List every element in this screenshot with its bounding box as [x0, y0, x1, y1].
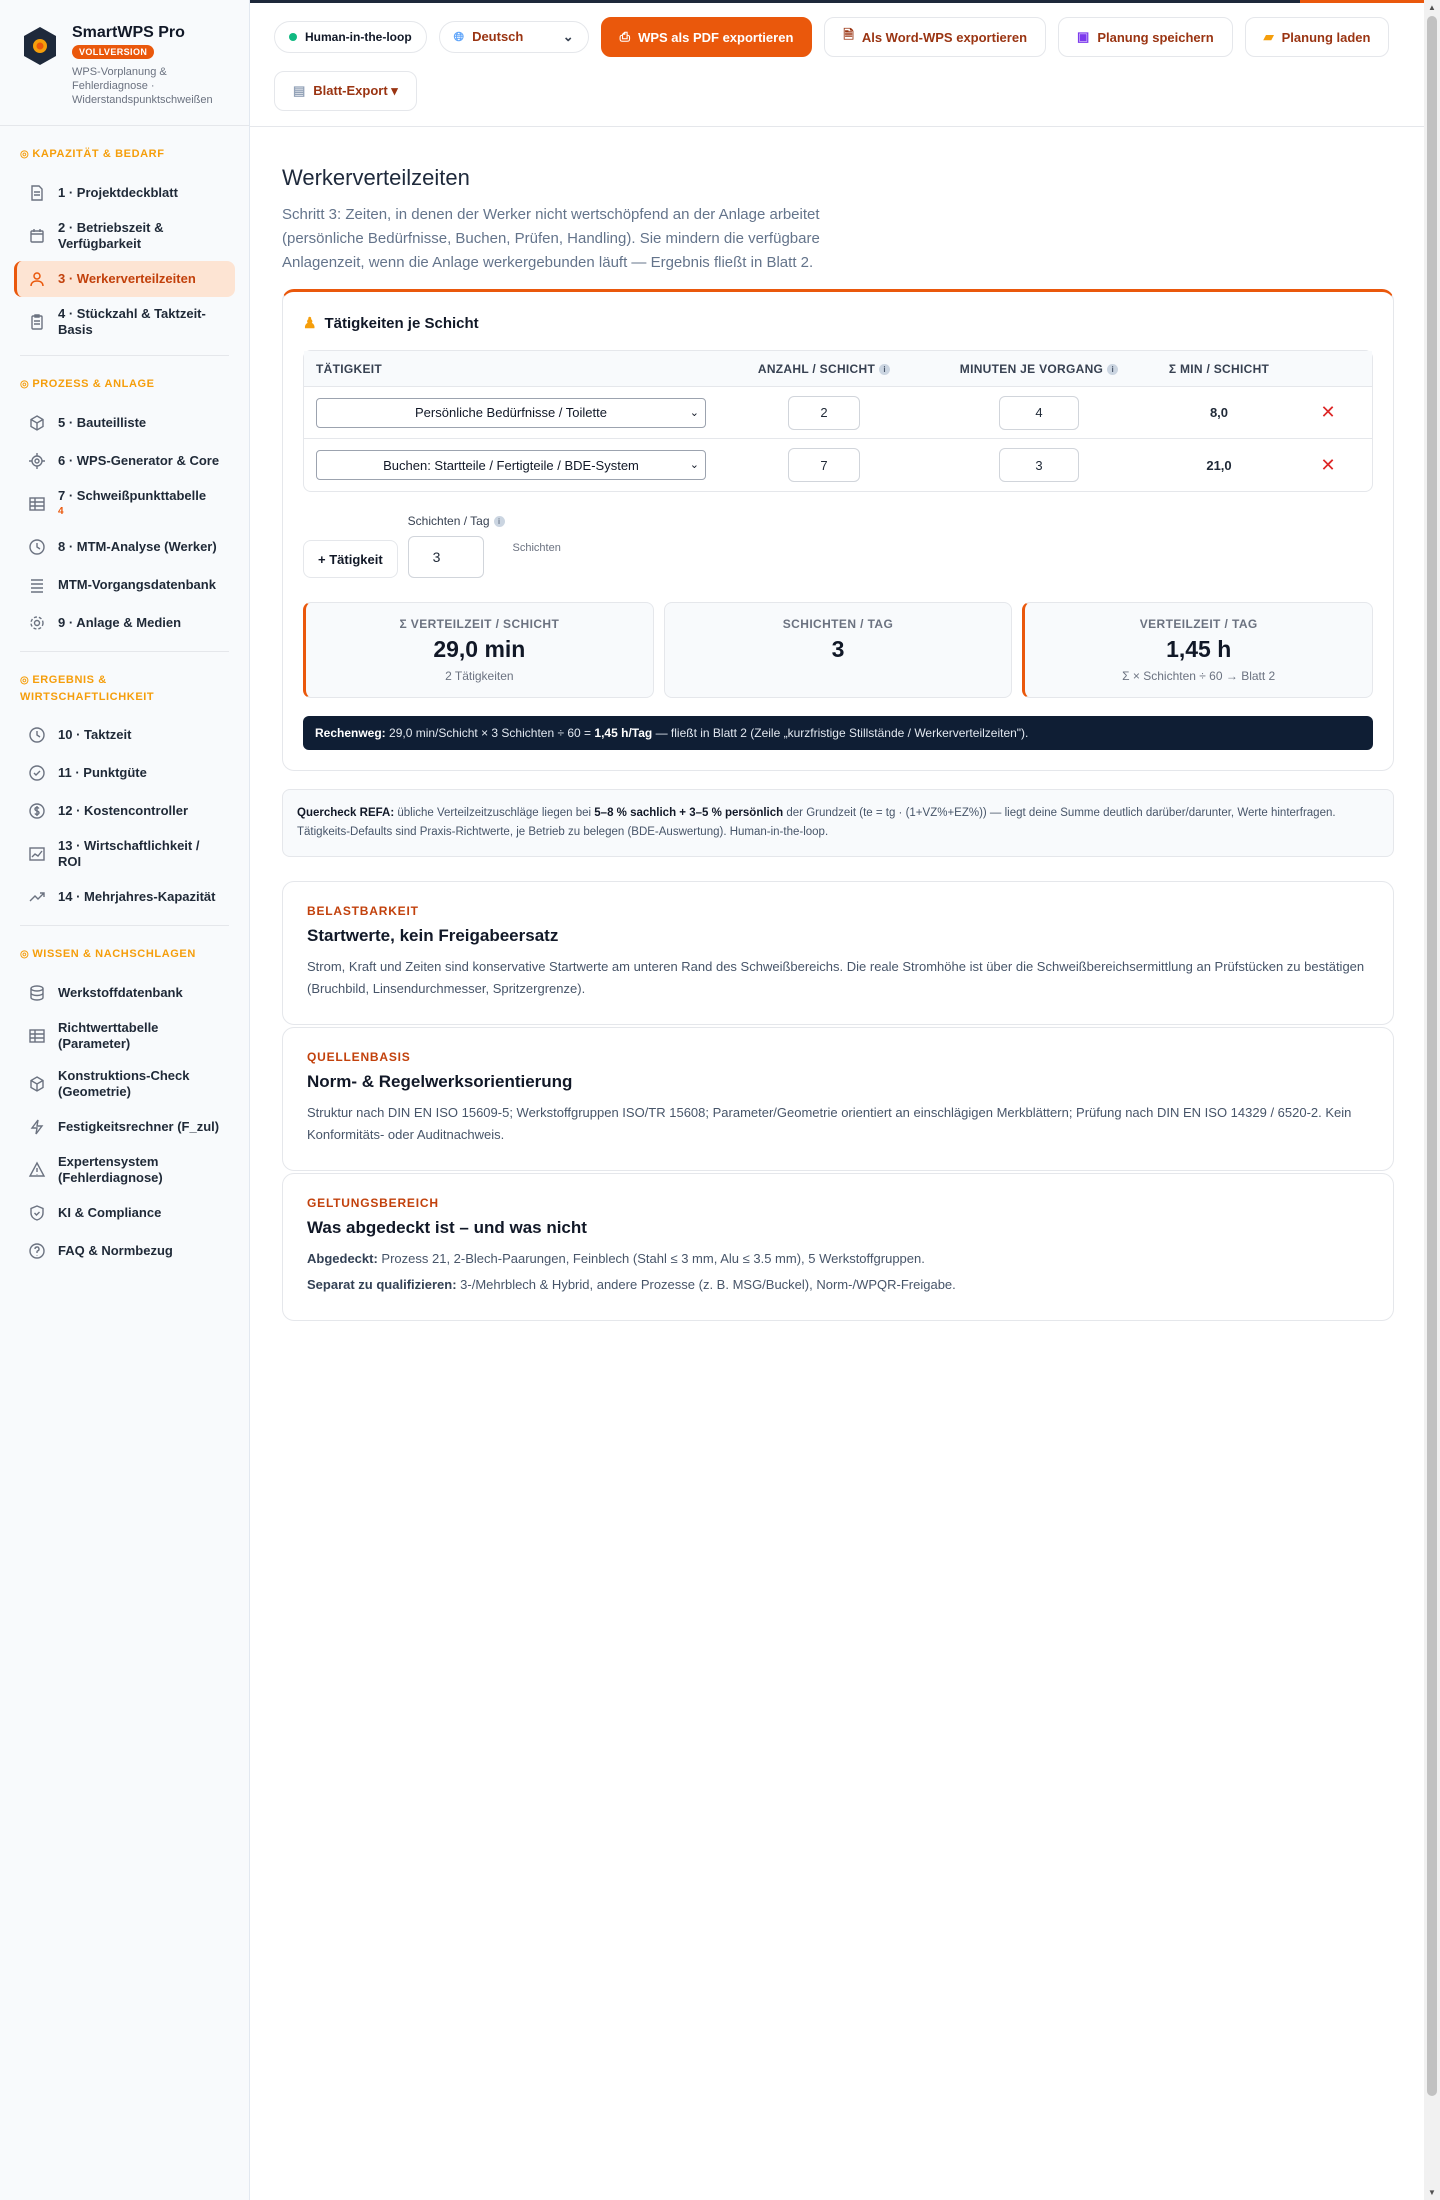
nav-section-title: ◎ KAPAZITÄT & BEDARF [20, 148, 165, 160]
document-icon: ▤ [293, 83, 306, 98]
sidebar-item-schweisspunkttabelle[interactable]: 7 · Schweißpunkttabelle 4 [14, 481, 235, 527]
minutes-input[interactable]: 3 [999, 448, 1079, 482]
chart-icon [28, 845, 46, 863]
sidebar-item-kostencontroller[interactable]: 12 · Kostencontroller [14, 793, 235, 829]
nav-section-capacity [0, 126, 249, 356]
document-icon [28, 184, 46, 202]
language-select[interactable]: 🌐︎ Deutsch ⌄ [439, 21, 589, 53]
count-input[interactable]: 7 [788, 448, 860, 482]
sidebar-item-werkstoffdb[interactable]: Werkstoffdatenbank [14, 975, 235, 1011]
activity-select[interactable]: Persönliche Bedürfnisse / Toilette ⌄ [316, 398, 706, 428]
sidebar-item-werkerverteilzeiten[interactable]: 3 · Werkerverteilzeiten [14, 261, 235, 297]
sidebar-item-mehrjahres[interactable]: 14 · Mehrjahres-Kapazität [14, 879, 235, 915]
sidebar-item-stueckzahl[interactable]: 4 · Stückzahl & Taktzeit-Basis [14, 299, 235, 345]
delete-row-icon[interactable]: ✕ [1320, 454, 1336, 475]
check-circle-icon [28, 764, 46, 782]
calendar-icon [28, 227, 46, 245]
chevron-down-icon: ⌄ [562, 29, 574, 44]
metric-label: VERTEILZEIT / TAG [1139, 617, 1258, 631]
sun-icon: ◎ [20, 379, 30, 390]
trend-icon [28, 888, 46, 906]
sidebar-item-taktzeit[interactable]: 10 · Taktzeit [14, 717, 235, 753]
column-header-count: ANZAHL / SCHICHT i [724, 362, 924, 376]
app-subtitle: WPS-Vorplanung & Fehlerdiagnose · Widerstandspunktschweißen [72, 66, 213, 106]
floppy-disk-icon: ▣ [1077, 29, 1090, 44]
sidebar-item-ki-compliance[interactable]: KI & Compliance [14, 1195, 235, 1231]
info-card-tag: BELASTBARKEIT [307, 904, 419, 918]
count-input[interactable]: 2 [788, 396, 860, 430]
sun-icon: ◎ [20, 949, 30, 960]
metric-label: SCHICHTEN / TAG [782, 617, 894, 631]
nav-section-result [0, 652, 249, 926]
shifts-label: Schichten / Tag i [408, 514, 505, 528]
info-card-title: Was abgedeckt ist – und was nicht [307, 1218, 587, 1237]
column-header-activity: TÄTIGKEIT [316, 361, 383, 376]
vertical-scrollbar[interactable] [1424, 0, 1440, 2200]
list-icon [28, 576, 46, 594]
chevron-down-icon: ⌄ [689, 406, 699, 419]
table-icon [28, 1027, 46, 1045]
load-plan-button[interactable]: ▰ Planung laden [1245, 17, 1390, 57]
folder-icon: ▰ [1263, 29, 1274, 44]
table-row [304, 439, 1372, 491]
nav-section-title: ◎ WISSEN & NACHSCHLAGEN [20, 948, 196, 960]
column-header-minutes: MINUTEN JE VORGANG i [924, 362, 1154, 376]
info-card-belastbarkeit [282, 881, 1394, 1025]
nav-section-title: ◎ PROZESS & ANLAGE [20, 378, 155, 390]
help-icon [28, 1242, 46, 1260]
info-card-tag: GELTUNGSBEREICH [307, 1196, 439, 1210]
superscript-badge: 4 [58, 506, 64, 517]
chip-icon [28, 452, 46, 470]
hitl-status-pill: Human-in-the-loop [274, 21, 427, 53]
activities-heading: ♟ Tätigkeiten je Schicht [303, 314, 479, 332]
nav-section-title: ◎ ERGEBNIS & WIRTSCHAFTLICHKEIT [20, 674, 155, 703]
sidebar-item-expertensystem[interactable]: Expertensystem (Fehlerdiagnose) [14, 1147, 235, 1193]
scroll-down-icon[interactable]: ▼ [1428, 2188, 1436, 2197]
sidebar-item-mtm-db[interactable]: MTM-Vorgangsdatenbank [14, 567, 235, 603]
sidebar-item-richtwerttabelle[interactable]: Richtwerttabelle (Parameter) [14, 1013, 235, 1059]
bolt-icon [28, 1118, 46, 1136]
page-description: Schritt 3: Zeiten, in denen der Werker nicht wertschöpfend an der Anlage arbeitet (persönliche Bedürfnisse, Buchen, Prüfen, Handling). Sie mindern die verfügbare Anlagenzeit, wenn die Anlage werkergebunden läuft — Ergebnis fließt in Blatt 2. [282, 206, 820, 271]
info-card-tag: QUELLENBASIS [307, 1050, 411, 1064]
info-card-title: Norm- & Regelwerksorientierung [307, 1072, 573, 1091]
sun-icon: ◎ [20, 149, 30, 160]
warning-icon [28, 1161, 46, 1179]
chevron-down-icon: ⌄ [689, 459, 699, 471]
export-pdf-button[interactable]: ⎙ WPS als PDF exportieren [601, 17, 813, 57]
metric-value: 3 [831, 636, 845, 662]
metrics-row [303, 602, 1373, 698]
sidebar-item-bauteilliste[interactable]: 5 · Bauteilliste [14, 405, 235, 441]
metric-sub: 2 Tätigkeiten [445, 669, 514, 683]
clipboard-icon [28, 313, 46, 331]
info-icon[interactable]: i [1107, 364, 1118, 375]
activities-table [303, 350, 1373, 492]
cube-icon [28, 414, 46, 432]
row-total: 8,0 [1209, 405, 1229, 420]
info-icon[interactable]: i [494, 516, 505, 527]
metric-value: 1,45 h [1166, 636, 1232, 662]
version-badge: VOLLVERSION [72, 45, 154, 59]
info-card-covered: Abgedeckt: Prozess 21, 2-Blech-Paarungen, Feinblech (Stahl ≤ 3 mm, Alu ≤ 3.5 mm), 5 Werkstoffgruppen. [307, 1251, 925, 1266]
sidebar [0, 0, 250, 2200]
delete-row-icon[interactable]: ✕ [1320, 402, 1336, 422]
clock-icon [28, 538, 46, 556]
info-card-title: Startwerte, kein Freigabeersatz [307, 926, 559, 945]
coin-icon [28, 802, 46, 820]
top-toolbar [250, 3, 1440, 127]
sidebar-item-betriebszeit[interactable]: 2 · Betriebszeit & Verfügbarkeit [14, 213, 235, 259]
status-dot [289, 33, 297, 41]
metric-value: 29,0 min [433, 636, 526, 662]
metric-card [303, 602, 654, 698]
sidebar-item-punktguete[interactable]: 11 · Punktgüte [14, 755, 235, 791]
sidebar-item-faq[interactable]: FAQ & Normbezug [14, 1233, 235, 1269]
cube-icon [28, 1075, 46, 1093]
person-icon: ♟ [303, 315, 317, 332]
clock-icon [28, 726, 46, 744]
page-title: Werkerverteilzeiten [282, 165, 470, 190]
table-icon [28, 495, 46, 513]
table-row [304, 387, 1372, 439]
activities-card [282, 289, 1394, 771]
sidebar-item-roi[interactable]: 13 · Wirtschaftlichkeit / ROI [14, 831, 235, 877]
logo-hexagon-icon [22, 26, 58, 66]
shield-icon [28, 1204, 46, 1222]
sidebar-item-konstruktions-check[interactable]: Konstruktions-Check (Geometrie) [14, 1061, 235, 1107]
sidebar-item-mtm-analyse[interactable]: 8 · MTM-Analyse (Werker) [14, 529, 235, 565]
sheet-export-dropdown[interactable]: ▤ Blatt-Export ▾ [274, 71, 417, 111]
info-card-quellenbasis [282, 1027, 1394, 1171]
nav-section-knowledge [0, 926, 249, 1269]
save-plan-button[interactable]: ▣ Planung speichern [1058, 17, 1233, 57]
document-icon: 🗎︎ [843, 27, 854, 42]
sidebar-item-festigkeitsrechner[interactable]: Festigkeitsrechner (F_zul) [14, 1109, 235, 1145]
refa-crosscheck-note: Quercheck REFA: übliche Verteilzeitzuschläge liegen bei 5–8 % sachlich + 3–5 % persönlich der Grundzeit (te = tg · (1+VZ%+EZ%)) — liegt deine Summe deutlich darüber/darunter, Werte hinterfragen. Tätigkeits-Defaults sind Praxis-Richtwerte, je Betrieb zu belegen (BDE-Auswertung). Human-in-the-loop. [282, 789, 1394, 857]
scrollbar-thumb[interactable] [1427, 16, 1437, 2096]
metric-card [1022, 602, 1373, 698]
info-card-text: Struktur nach DIN EN ISO 15609-5; Werkstoffgruppen ISO/TR 15608; Parameter/Geometrie orientiert an einschlägigen Merkblättern; Prüfung nach DIN EN ISO 14329 / 6520-2. Kein Konformitäts- oder Auditnachweis. [307, 1105, 1352, 1142]
activity-select[interactable]: Buchen: Startteile / Fertigteile / BDE-System ⌄ [316, 450, 706, 480]
sun-icon: ◎ [20, 675, 30, 686]
info-card-geltungsbereich [282, 1173, 1394, 1321]
scroll-up-icon[interactable]: ▲ [1428, 3, 1436, 12]
metric-card [664, 602, 1013, 698]
column-header-total: Σ MIN / SCHICHT [1168, 361, 1270, 376]
shifts-unit: Schichten [512, 542, 561, 554]
info-card-separate: Separat zu qualifizieren: 3-/Mehrblech & Hybrid, andere Prozesse (z. B. MSG/Buckel), Norm-/WPQR-Freigabe. [307, 1277, 956, 1292]
user-icon [28, 270, 46, 288]
calculation-bar: Rechenweg: 29,0 min/Schicht × 3 Schichten ÷ 60 = 1,45 h/Tag — fließt in Blatt 2 (Zeile „kurzfristige Stillstände / Werkerverteilzeiten"). [303, 716, 1373, 750]
metric-sub: Σ × Schichten ÷ 60 → Blatt 2 [1122, 669, 1276, 683]
export-word-button[interactable]: 🗎︎ Als Word-WPS exportieren [824, 17, 1046, 57]
shift-controls [303, 514, 1373, 578]
row-total: 21,0 [1206, 457, 1232, 473]
add-activity-button[interactable]: + Tätigkeit [303, 540, 398, 578]
printer-icon: ⎙ [619, 29, 631, 44]
app-name: SmartWPS Pro [72, 24, 185, 41]
database-icon [28, 984, 46, 1002]
main-content [282, 127, 1394, 1321]
brand [0, 0, 249, 126]
nav-section-process [0, 356, 249, 652]
minutes-input[interactable]: 4 [999, 396, 1079, 430]
shifts-input[interactable]: 3 [408, 536, 484, 578]
sidebar-item-projektdeckblatt[interactable]: 1 · Projektdeckblatt [14, 175, 235, 211]
gear-icon [28, 614, 46, 632]
globe-icon: 🌐︎ [453, 29, 465, 44]
sidebar-item-anlage-medien[interactable]: 9 · Anlage & Medien [14, 605, 235, 641]
info-icon[interactable]: i [879, 364, 890, 375]
table-header [304, 351, 1372, 387]
metric-label: Σ VERTEILZEIT / SCHICHT [399, 617, 560, 631]
sidebar-item-wps-generator[interactable]: 6 · WPS-Generator & Core [14, 443, 235, 479]
info-card-text: Strom, Kraft und Zeiten sind konservative Startwerte am unteren Rand des Schweißbereichs. Die reale Stromhöhe ist über die Schweißbereichsermittlung an Prüfstücken zu bestätigen (Bruchbild, Linsendurchmesser, Spritzergrenze). [307, 959, 1365, 996]
